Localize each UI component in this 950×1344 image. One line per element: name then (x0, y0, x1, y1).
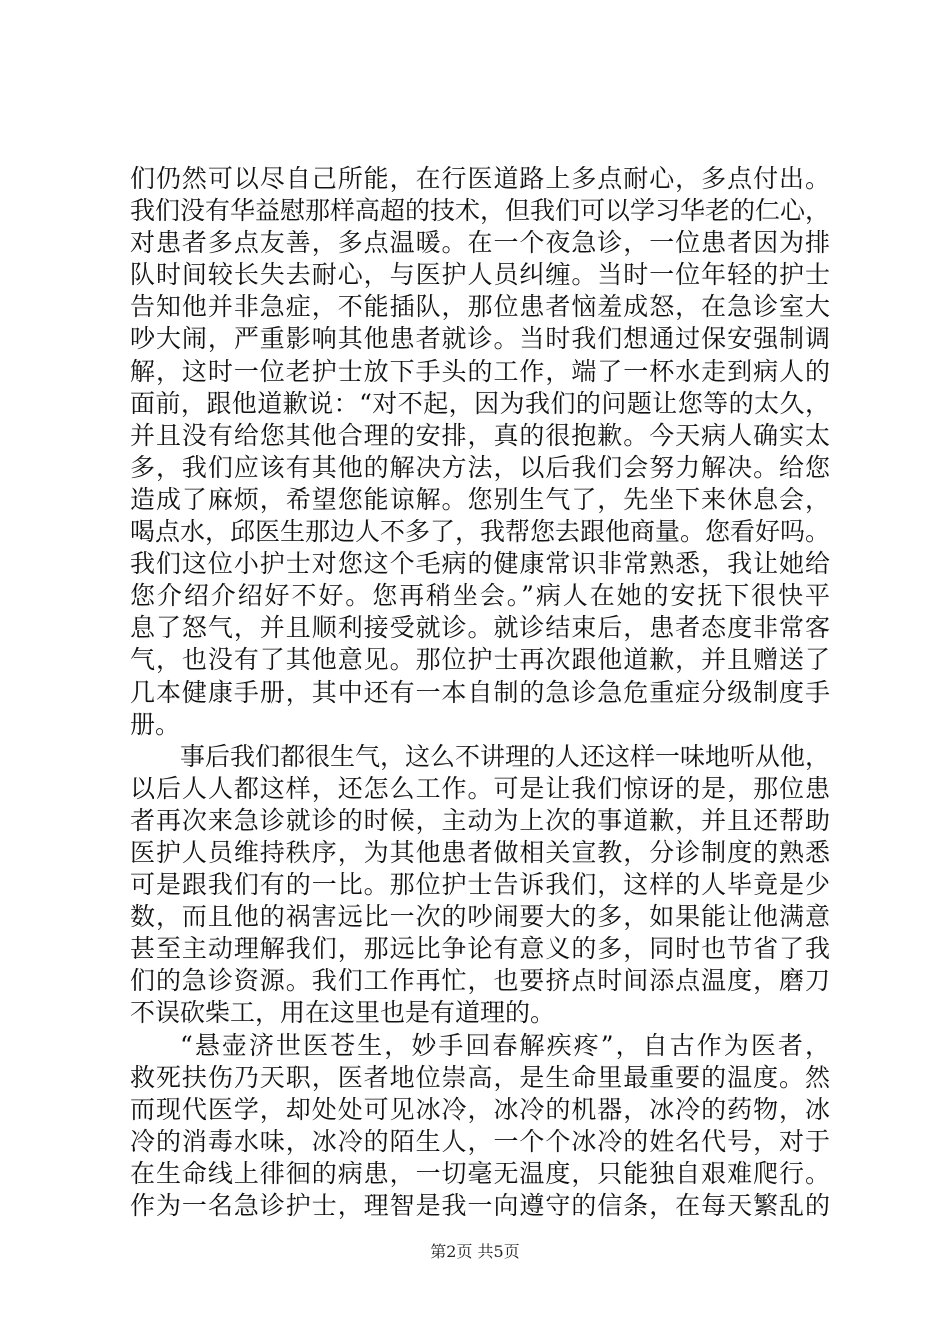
page-number-footer: 第2页 共5页 (430, 1242, 520, 1261)
text-line: 您介绍介绍好不好。您再稍坐会。”病人在她的安抚下很快平 (130, 581, 830, 611)
text-line: 喝点水，邱医生那边人不多了，我帮您去跟他商量。您看好吗。 (130, 517, 831, 547)
text-line: “悬壶济世医苍生，妙手回春解疾疼”，自古作为医者， (180, 1030, 830, 1060)
text-line: 吵大闹，严重影响其他患者就诊。当时我们想通过保安强制调 (130, 324, 830, 354)
text-line: 而现代医学，却处处可见冰冷，冰冷的机器，冰冷的药物，冰 (130, 1094, 830, 1124)
text-line: 甚至主动理解我们，那远比争论有意义的多，同时也节省了我 (130, 934, 830, 964)
text-line: 可是跟我们有的一比。那位护士告诉我们，这样的人毕竟是少 (130, 870, 830, 900)
text-line: 作为一名急诊护士，理智是我一向遵守的信条，在每天繁乱的 (130, 1191, 830, 1220)
text-line: 我们没有华益慰那样高超的技术，但我们可以学习华老的仁心， (130, 196, 831, 226)
text-line: 不误砍柴工，用在这里也是有道理的。 (130, 998, 556, 1028)
text-line: 者再次来急诊就诊的时候，主动为上次的事道歉，并且还帮助 (130, 805, 830, 835)
text-line: 息了怒气，并且顺利接受就诊。就诊结束后，患者态度非常客 (130, 613, 830, 643)
text-line: 们的急诊资源。我们工作再忙，也要挤点时间添点温度，磨刀 (130, 966, 830, 996)
text-line: 事后我们都很生气，这么不讲理的人还这样一味地听从他， (180, 741, 831, 771)
text-line: 我们这位小护士对您这个毛病的健康常识非常熟悉，我让她给 (130, 549, 830, 579)
text-line: 并且没有给您其他合理的安排，真的很抱歉。今天病人确实太 (130, 420, 830, 450)
text-line: 队时间较长失去耐心，与医护人员纠缠。当时一位年轻的护士 (130, 260, 830, 290)
text-line: 在生命线上徘徊的病患，一切毫无温度，只能独自艰难爬行。 (130, 1158, 830, 1188)
body-text (130, 163, 830, 1222)
text-line: 册。 (130, 709, 181, 739)
text-line: 数，而且他的祸害远比一次的吵闹要大的多，如果能让他满意 (130, 902, 830, 932)
text-line: 告知他并非急症，不能插队，那位患者恼羞成怒，在急诊室大 (130, 292, 830, 322)
text-line: 以后人人都这样，还怎么工作。可是让我们惊讶的是，那位患 (130, 773, 830, 803)
text-line: 医护人员维持秩序，为其他患者做相关宣教，分诊制度的熟悉 (130, 837, 830, 867)
text-line: 冷的消毒水味，冰冷的陌生人，一个个冰冷的姓名代号，对于 (130, 1126, 830, 1156)
text-line: 几本健康手册，其中还有一本自制的急诊急危重症分级制度手 (130, 677, 830, 707)
text-line: 气，也没有了其他意见。那位护士再次跟他道歉，并且赠送了 (130, 645, 830, 675)
text-line: 造成了麻烦，希望您能谅解。您别生气了，先坐下来休息会， (130, 484, 830, 514)
text-line: 多，我们应该有其他的解决方法，以后我们会努力解决。给您 (130, 452, 830, 482)
text-line: 救死扶伤乃天职，医者地位崇高，是生命里最重要的温度。然 (130, 1062, 830, 1092)
text-line: 对患者多点友善，多点温暖。在一个夜急诊，一位患者因为排 (130, 228, 830, 258)
text-line: 面前，跟他道歉说：“对不起，因为我们的问题让您等的太久， (130, 388, 830, 418)
text-line: 们仍然可以尽自己所能，在行医道路上多点耐心，多点付出。 (130, 164, 830, 193)
text-line: 解，这时一位老护士放下手头的工作，端了一杯水走到病人的 (130, 356, 830, 386)
